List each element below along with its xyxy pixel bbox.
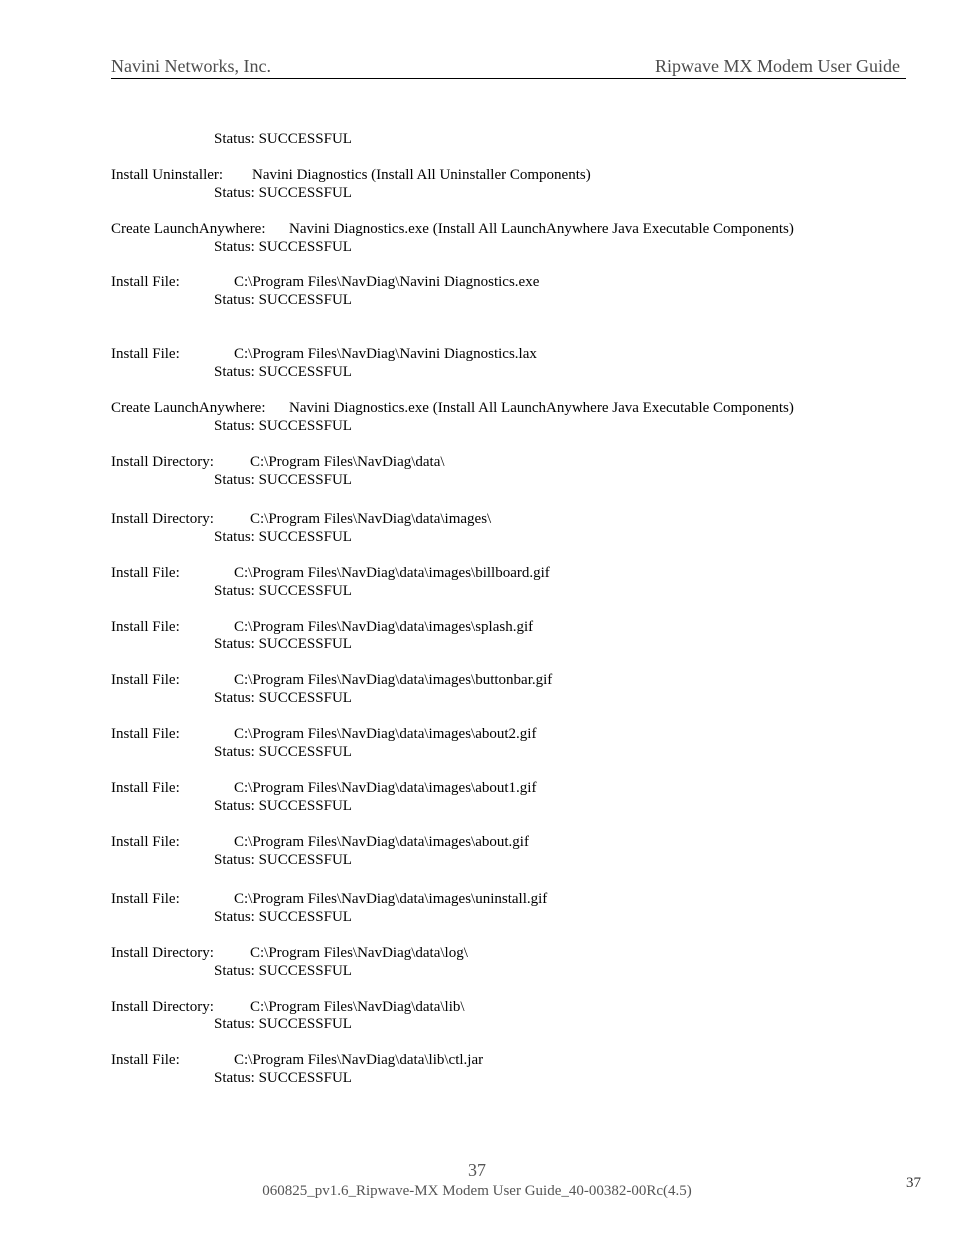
status-line: Status: SUCCESSFUL bbox=[214, 963, 352, 979]
page-number: 37 bbox=[468, 1160, 486, 1180]
log-value: C:\Program Files\NavDiag\data\images\billboard.gif bbox=[234, 565, 550, 581]
log-value: C:\Program Files\NavDiag\data\ bbox=[250, 454, 445, 470]
status-line: Status: SUCCESSFUL bbox=[214, 798, 352, 814]
log-label: Install File: bbox=[111, 274, 180, 290]
status-line: Status: SUCCESSFUL bbox=[214, 636, 352, 652]
status-line: Status: SUCCESSFUL bbox=[214, 852, 352, 868]
company-name: Navini Networks, Inc. bbox=[111, 56, 271, 76]
status-line: Status: SUCCESSFUL bbox=[214, 909, 352, 925]
log-label: Install File: bbox=[111, 726, 180, 742]
log-label: Install File: bbox=[111, 1052, 180, 1068]
log-label: Install File: bbox=[111, 672, 180, 688]
status-line: Status: SUCCESSFUL bbox=[214, 185, 352, 201]
status-line: Status: SUCCESSFUL bbox=[214, 292, 352, 308]
header-divider bbox=[111, 78, 906, 79]
status-line: Status: SUCCESSFUL bbox=[214, 744, 352, 760]
status-line: Status: SUCCESSFUL bbox=[214, 239, 352, 255]
log-label: Install File: bbox=[111, 346, 180, 362]
log-value: C:\Program Files\NavDiag\data\images\splash.gif bbox=[234, 619, 534, 635]
log-value: C:\Program Files\NavDiag\Navini Diagnostics.lax bbox=[234, 346, 537, 362]
log-label: Create LaunchAnywhere: bbox=[111, 221, 266, 237]
log-label: Install Directory: bbox=[111, 511, 214, 527]
corner-page-number: 37 bbox=[906, 1175, 921, 1191]
status-line: Status: SUCCESSFUL bbox=[214, 418, 352, 434]
log-label: Install File: bbox=[111, 619, 180, 635]
log-label: Install File: bbox=[111, 565, 180, 581]
log-value: Navini Diagnostics.exe (Install All LaunchAnywhere Java Executable Components) bbox=[289, 221, 794, 237]
log-value: C:\Program Files\NavDiag\data\images\ bbox=[250, 511, 492, 527]
log-value: Navini Diagnostics.exe (Install All LaunchAnywhere Java Executable Components) bbox=[289, 400, 794, 416]
log-label: Install File: bbox=[111, 780, 180, 796]
log-label: Install File: bbox=[111, 834, 180, 850]
log-label: Install Directory: bbox=[111, 999, 214, 1015]
log-label: Install Directory: bbox=[111, 945, 214, 961]
status-line: Status: SUCCESSFUL bbox=[214, 529, 352, 545]
log-value: C:\Program Files\NavDiag\data\images\buttonbar.gif bbox=[234, 672, 553, 688]
log-label: Install File: bbox=[111, 891, 180, 907]
status-line: Status: SUCCESSFUL bbox=[214, 690, 352, 706]
document-id: 060825_pv1.6_Ripwave-MX Modem User Guide_40-00382-00Rc(4.5) bbox=[262, 1183, 692, 1199]
log-value: C:\Program Files\NavDiag\data\images\uninstall.gif bbox=[234, 891, 548, 907]
log-value: C:\Program Files\NavDiag\data\lib\ctl.jar bbox=[234, 1052, 484, 1068]
log-value: C:\Program Files\NavDiag\Navini Diagnostics.exe bbox=[234, 274, 540, 290]
log-label: Create LaunchAnywhere: bbox=[111, 400, 266, 416]
status-line: Status: SUCCESSFUL bbox=[214, 364, 352, 380]
status-line: Status: SUCCESSFUL bbox=[214, 583, 352, 599]
log-value: C:\Program Files\NavDiag\data\images\about1.gif bbox=[234, 780, 537, 796]
log-value: C:\Program Files\NavDiag\data\images\about2.gif bbox=[234, 726, 537, 742]
status-line: Status: SUCCESSFUL bbox=[214, 1016, 352, 1032]
document-title: Ripwave MX Modem User Guide bbox=[655, 56, 900, 76]
log-value: C:\Program Files\NavDiag\data\images\about.gif bbox=[234, 834, 529, 850]
log-label: Install Directory: bbox=[111, 454, 214, 470]
log-value: Navini Diagnostics (Install All Uninstaller Components) bbox=[252, 167, 591, 183]
log-label: Install Uninstaller: bbox=[111, 167, 224, 183]
status-line: Status: SUCCESSFUL bbox=[214, 1070, 352, 1086]
log-value: C:\Program Files\NavDiag\data\lib\ bbox=[250, 999, 465, 1015]
status-line: Status: SUCCESSFUL bbox=[214, 131, 352, 147]
log-value: C:\Program Files\NavDiag\data\log\ bbox=[250, 945, 468, 961]
status-line: Status: SUCCESSFUL bbox=[214, 472, 352, 488]
